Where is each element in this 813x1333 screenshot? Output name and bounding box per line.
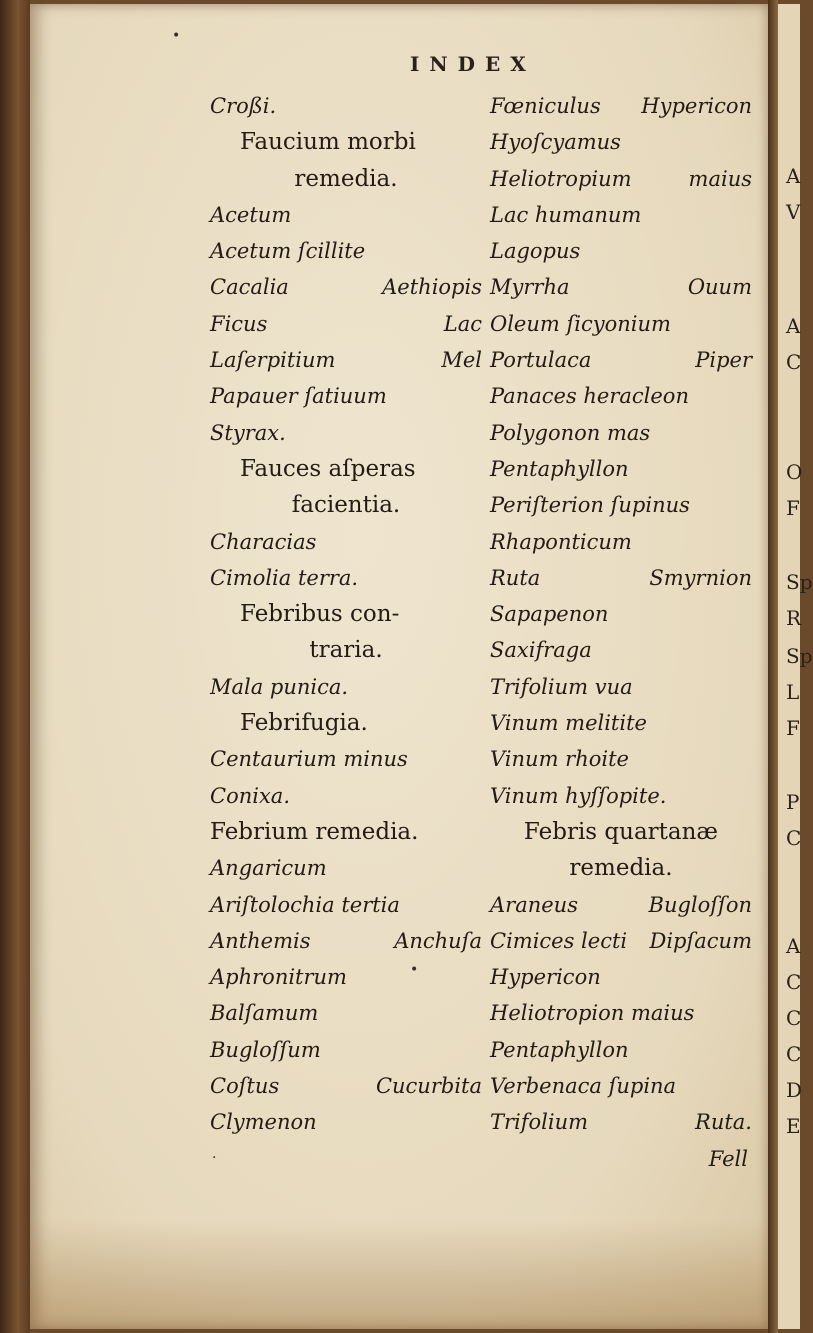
index-entry xyxy=(210,269,482,305)
entry-term-secondary: Cucurbita xyxy=(375,1074,482,1099)
entry-term-secondary: Ruta. xyxy=(695,1110,752,1135)
next-page-fragment: O xyxy=(786,460,803,484)
entry-term-secondary: Bugloſſon xyxy=(648,892,752,917)
index-entry xyxy=(490,197,752,233)
next-page-fragment: R xyxy=(786,606,802,630)
entry-term: Lac humanum xyxy=(490,202,642,227)
index-entry xyxy=(490,269,752,305)
entry-term: Clymenon xyxy=(210,1110,317,1135)
heading-text: traria. xyxy=(309,637,383,664)
index-entry xyxy=(210,1068,482,1104)
index-entry xyxy=(490,923,752,959)
entry-term: Portulaca xyxy=(490,348,592,373)
water-stain xyxy=(30,1219,768,1329)
entry-term: Characias xyxy=(210,529,317,554)
entry-term: Ariſtolochia tertia xyxy=(210,892,400,917)
running-head: INDEX xyxy=(410,52,536,76)
index-entry xyxy=(490,741,752,777)
index-entry xyxy=(210,923,482,959)
index-entry xyxy=(490,233,752,269)
index-entry xyxy=(490,1032,752,1068)
index-entry xyxy=(210,378,482,414)
index-entry xyxy=(490,378,752,414)
index-heading xyxy=(490,814,752,850)
index-entry xyxy=(490,887,752,923)
entry-term-secondary: Lac xyxy=(443,311,482,336)
entry-term-secondary: maius xyxy=(688,166,752,191)
entry-term: Vinum rhoite xyxy=(490,747,629,772)
entry-term: Cacalia xyxy=(210,275,289,300)
entry-term: Panaces heracleon xyxy=(490,384,689,409)
index-entry xyxy=(490,524,752,560)
heading-text: Fauces aſperas xyxy=(240,455,416,482)
entry-term: Conixa. xyxy=(210,783,290,808)
index-entry xyxy=(210,415,482,451)
entry-term: Vinum hyſſopite. xyxy=(490,783,667,808)
index-entry xyxy=(490,342,752,378)
entry-term: Mala punica. xyxy=(210,674,349,699)
index-entry xyxy=(210,850,482,886)
entry-term: Saxifraga xyxy=(490,638,592,663)
entry-term: Croßi. xyxy=(210,94,277,118)
ink-speck: • xyxy=(410,962,419,978)
entry-term: Coſtus xyxy=(210,1074,280,1099)
entry-term: Hyoſcyamus xyxy=(490,130,621,155)
next-page-fragment: D xyxy=(786,1078,803,1102)
entry-term: Aphronitrum xyxy=(210,965,347,990)
heading-text: Febrifugia. xyxy=(240,710,368,737)
entry-term: Balſamum xyxy=(210,1001,319,1026)
index-column-left xyxy=(210,88,482,1141)
index-entry xyxy=(210,778,482,814)
entry-term: Bugloſſum xyxy=(210,1037,321,1062)
heading-text: facientia. xyxy=(291,492,401,519)
index-entry xyxy=(210,560,482,596)
entry-term: Laſerpitium xyxy=(210,348,336,373)
index-entry xyxy=(210,1032,482,1068)
next-page-edge xyxy=(778,4,813,1329)
book-spine xyxy=(0,0,30,1333)
entry-term: Periſterion ſupinus xyxy=(490,493,690,518)
entry-term: Angaricum xyxy=(210,856,327,881)
next-page-fragment: C xyxy=(786,1006,802,1030)
index-entry xyxy=(490,778,752,814)
index-entry xyxy=(490,451,752,487)
entry-term: Vinum melitite xyxy=(490,711,647,736)
index-entry xyxy=(210,741,482,777)
ink-speck: • xyxy=(172,28,181,44)
next-page-fragment: C xyxy=(786,350,802,374)
next-page-fragment: P xyxy=(786,790,800,814)
index-entry xyxy=(490,669,752,705)
index-entry xyxy=(210,995,482,1031)
index-heading xyxy=(210,487,482,523)
next-page-fragment: Sp xyxy=(786,644,813,668)
index-entry xyxy=(490,995,752,1031)
index-entry xyxy=(490,560,752,596)
index-entry xyxy=(490,415,752,451)
entry-term: Fœniculus xyxy=(490,94,601,118)
index-heading xyxy=(490,850,752,886)
entry-term-secondary: Mel xyxy=(441,348,482,373)
entry-term: Rhaponticum xyxy=(490,529,632,554)
next-page-fragment: V xyxy=(786,200,801,224)
entry-term-secondary: Piper xyxy=(695,348,752,373)
index-entry xyxy=(210,88,482,124)
entry-term-secondary: Ouum xyxy=(687,275,752,300)
index-heading xyxy=(210,161,482,197)
next-page-fragment: C xyxy=(786,826,802,850)
entry-term: Acetum xyxy=(210,202,292,227)
entry-term-secondary: Dipſacum xyxy=(649,928,752,953)
entry-term: Araneus xyxy=(490,892,578,917)
entry-term: Trifolium vua xyxy=(490,674,633,699)
entry-term: Ficus xyxy=(210,311,268,336)
entry-term: Cimolia terra. xyxy=(210,565,359,590)
index-entry xyxy=(210,306,482,342)
entry-term: Sapapenon xyxy=(490,602,609,627)
entry-term: Papauer ſatiuum xyxy=(210,384,387,409)
index-entry xyxy=(490,124,752,160)
heading-text: remedia. xyxy=(569,855,673,882)
index-entry xyxy=(210,959,482,995)
entry-term: Cimices lecti xyxy=(490,928,628,953)
heading-text: Faucium morbi xyxy=(240,129,416,156)
index-entry xyxy=(490,1068,752,1104)
entry-term: Pentaphyllon xyxy=(490,456,629,481)
entry-term: Ruta xyxy=(490,565,541,590)
index-entry xyxy=(210,1104,482,1140)
entry-term-secondary: Hypericon xyxy=(641,94,752,118)
heading-text: Febrium remedia. xyxy=(210,818,419,845)
index-heading xyxy=(210,814,482,850)
entry-term-secondary: Aethiopis xyxy=(382,275,482,300)
entry-term: Myrrha xyxy=(490,275,570,300)
index-heading xyxy=(210,451,482,487)
entry-term: Heliotropium xyxy=(490,166,632,191)
entry-term: Hypericon xyxy=(490,965,601,990)
heading-text: Febribus con- xyxy=(240,601,400,628)
index-heading xyxy=(210,596,482,632)
entry-term: Verbenaca ſupina xyxy=(490,1074,677,1099)
index-heading xyxy=(210,705,482,741)
index-entry xyxy=(210,233,482,269)
next-page-fragment: A xyxy=(786,934,801,958)
next-page-fragment: F xyxy=(786,496,800,520)
next-page-fragment: L xyxy=(786,680,800,704)
index-entry xyxy=(490,1104,752,1140)
index-entry xyxy=(490,596,752,632)
entry-term: Lagopus xyxy=(490,239,581,264)
index-heading xyxy=(210,124,482,160)
index-entry xyxy=(490,88,752,124)
index-entry xyxy=(210,887,482,923)
entry-term: Centaurium minus xyxy=(210,747,408,772)
index-heading xyxy=(210,632,482,668)
index-entry xyxy=(490,161,752,197)
heading-text: remedia. xyxy=(294,165,398,192)
entry-term: Polygonon mas xyxy=(490,420,651,445)
next-page-fragment: Sp xyxy=(786,570,813,594)
next-page-fragment: C xyxy=(786,1042,802,1066)
index-entry xyxy=(490,705,752,741)
index-entry xyxy=(210,669,482,705)
entry-term: Trifolium xyxy=(490,1110,589,1135)
ink-speck: · xyxy=(212,1150,217,1166)
index-entry xyxy=(490,306,752,342)
next-page-fragment: C xyxy=(786,970,802,994)
next-page-fragment: A xyxy=(786,164,801,188)
entry-term: Acetum ſcillite xyxy=(210,239,366,264)
index-entry xyxy=(490,632,752,668)
catchword xyxy=(490,1141,752,1177)
entry-term: Oleum ſicyonium xyxy=(490,311,671,336)
heading-text: Febris quartanæ xyxy=(523,818,719,845)
entry-term-secondary: Smyrnion xyxy=(649,565,752,590)
entry-term: Pentaphyllon xyxy=(490,1037,629,1062)
index-entry xyxy=(490,487,752,523)
catchword-text: Fell xyxy=(708,1146,748,1171)
next-page-fragment: F xyxy=(786,716,800,740)
index-column-right xyxy=(490,88,752,1177)
entry-term-secondary: Anchuſa xyxy=(394,928,482,953)
entry-term: Anthemis xyxy=(210,928,311,953)
index-entry xyxy=(490,959,752,995)
next-page-fragment: A xyxy=(786,314,801,338)
index-entry xyxy=(210,197,482,233)
index-entry xyxy=(210,524,482,560)
page-gutter xyxy=(768,0,778,1333)
index-entry xyxy=(210,342,482,378)
entry-term: Heliotropion maius xyxy=(490,1001,695,1026)
next-page-fragment: E xyxy=(786,1114,801,1138)
entry-term: Styrax. xyxy=(210,420,286,445)
